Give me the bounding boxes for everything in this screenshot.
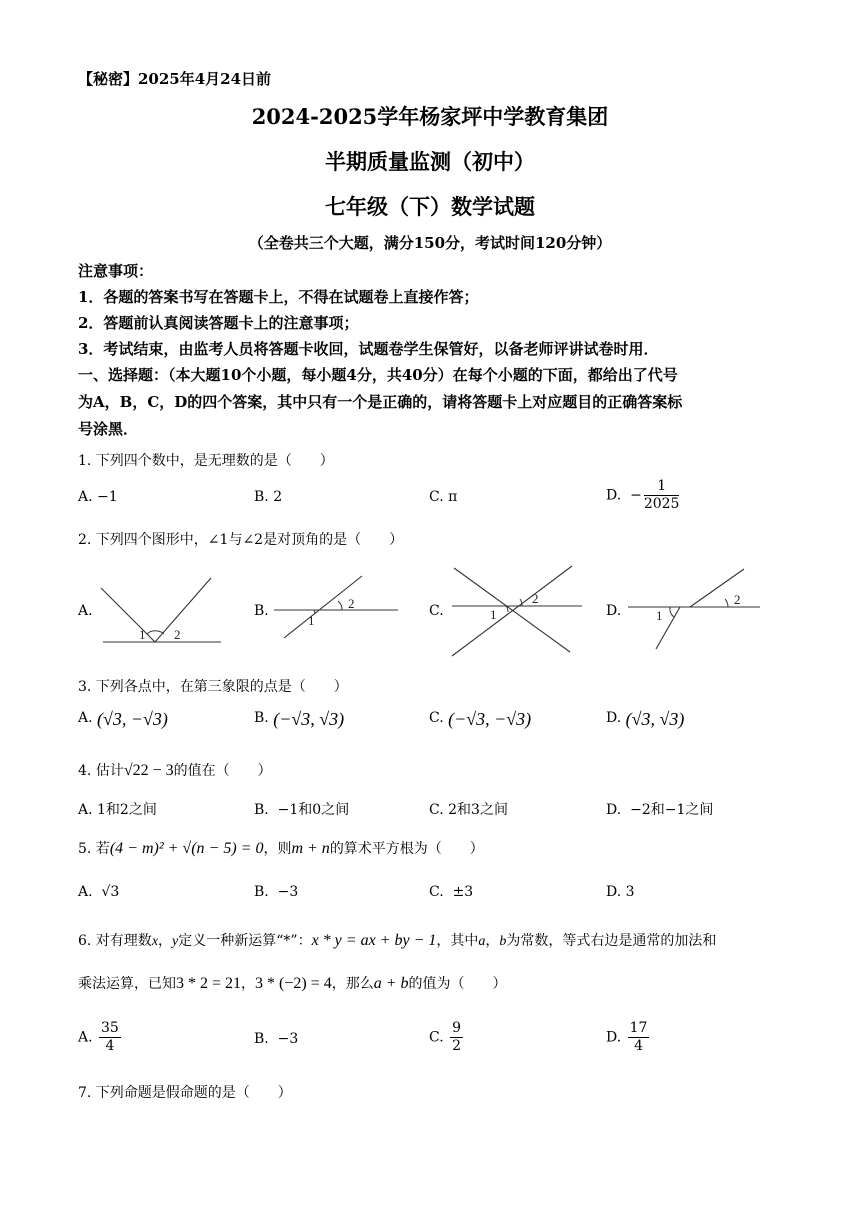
svg-text:2: 2 <box>734 592 741 607</box>
math-expression: (4 − m)² + √(n − 5) = 0 <box>109 840 264 857</box>
q1-option-b <box>254 489 282 505</box>
q2-label-a: A. <box>78 603 93 619</box>
q5-option-c <box>429 884 473 900</box>
q6-option-a <box>78 1020 123 1055</box>
q5-option-b <box>254 884 298 900</box>
section1-instruction: 一、选择题：（本大题10个小题，每小题4分，共40分）在每个小题的下面，都给出了代号 <box>78 366 678 384</box>
question-1-stem: 1. 下列四个数中，是无理数的是（ ） <box>78 453 334 469</box>
option-value: √3 <box>101 884 120 900</box>
option-letter: B. <box>254 1031 269 1047</box>
option-letter: B. <box>254 802 269 818</box>
fraction: $\frac{1}{2025}$ <box>643 478 680 512</box>
q3-option-c <box>429 709 531 730</box>
q3-option-a <box>78 709 168 730</box>
q1-option-a <box>78 489 118 505</box>
math-expression: 3 * (−2) = 4 <box>255 975 332 992</box>
question-5-stem: 5. 若(4 − m)² + √(n − 5) = 0，则m + n的算术平方根为（ ） <box>78 840 484 857</box>
option-letter: A. <box>78 802 93 818</box>
notice-item: 1．各题的答案书写在答题卡上，不得在试题卷上直接作答； <box>78 288 479 306</box>
option-value: −1和0之间 <box>277 802 350 818</box>
q4-option-d <box>606 799 713 819</box>
option-value: π <box>448 489 458 505</box>
math-expression: m + n <box>291 840 330 857</box>
svg-text:1: 1 <box>139 627 146 642</box>
q2-label-d: D. <box>606 603 622 619</box>
option-letter: D. <box>606 1029 622 1046</box>
q2-label-c: C. <box>429 603 444 619</box>
exam-title-subject: 七年级（下）数学试题 <box>325 194 535 219</box>
notice-item: 3．考试结束，由监考人员将答题卡收回，试题卷学生保管好，以备老师评讲试卷时用． <box>78 340 659 358</box>
q3-option-b <box>254 709 344 730</box>
q5-option-d <box>606 884 635 900</box>
option-value: 2 <box>273 489 283 505</box>
option-letter: C. <box>429 489 444 505</box>
option-letter: B. <box>254 710 269 726</box>
option-value: 2和3之间 <box>448 802 508 818</box>
math-expression: x * y = ax + by − 1 <box>311 932 437 949</box>
math-expression: 3 * 2 = 21 <box>176 975 242 992</box>
svg-text:1: 1 <box>490 607 497 622</box>
svg-text:1: 1 <box>656 608 663 623</box>
option-letter: A. <box>78 489 93 505</box>
option-letter: D. <box>606 802 622 818</box>
question-6-stem-line1: 6. 对有理数x，y定义一种新运算“*”：x * y = ax + by − 1，其中a，b为常数，等式右边是通常的加法和 <box>78 932 717 949</box>
q6-option-d <box>606 1020 651 1055</box>
q2-figure-a <box>95 572 225 648</box>
option-letter: B. <box>254 884 269 900</box>
option-letter: A. <box>78 710 93 726</box>
q4-option-a <box>78 799 157 819</box>
svg-text:2: 2 <box>532 591 539 606</box>
option-letter: D. <box>606 884 622 900</box>
option-letter: A. <box>78 1029 93 1046</box>
q1-option-c <box>429 489 457 505</box>
option-value: −3 <box>277 1031 299 1047</box>
notice-heading: 注意事项： <box>78 262 154 280</box>
option-letter: C. <box>429 1029 444 1046</box>
question-4-stem: 4. 估计√22 − 3的值在（ ） <box>78 762 272 779</box>
q2-label-b: B. <box>254 603 269 619</box>
fraction: $\frac{9}{2}$ <box>452 1020 462 1054</box>
q2-figure-b <box>272 572 402 648</box>
q3-option-d <box>606 709 684 730</box>
q4-option-b <box>254 799 349 819</box>
option-value: −1 <box>97 489 118 505</box>
fraction: $\frac{17}{4}$ <box>629 1020 648 1054</box>
q2-figure-c <box>448 562 588 660</box>
option-value: (−√3, −√3) <box>448 709 532 729</box>
svg-text:1: 1 <box>308 613 315 628</box>
option-letter: C. <box>429 884 444 900</box>
q5-option-a <box>78 884 119 900</box>
option-letter: C. <box>429 710 444 726</box>
confidential-note: 【秘密】2025年4月24日前 <box>78 70 272 88</box>
question-2-stem: 2. 下列四个图形中，∠1与∠2是对顶角的是（ ） <box>78 532 404 548</box>
option-value: 1和2之间 <box>97 802 157 818</box>
exam-title-type: 半期质量监测（初中） <box>325 149 535 174</box>
option-letter: C. <box>429 802 444 818</box>
section1-instruction: 号涂黑． <box>78 420 139 438</box>
question-7-stem: 7. 下列命题是假命题的是（ ） <box>78 1085 292 1101</box>
math-expression: a + b <box>373 975 409 992</box>
option-letter: D. <box>606 487 622 504</box>
section1-instruction: 为A，B，C，D的四个答案，其中只有一个是正确的，请将答题卡上对应题目的正确答案标 <box>78 393 683 411</box>
option-letter: A. <box>78 884 93 900</box>
option-letter: D. <box>606 710 622 726</box>
option-value: −2和−1之间 <box>630 802 714 818</box>
q2-figure-d <box>626 565 766 655</box>
q6-option-c <box>429 1020 465 1055</box>
exam-subtitle: （全卷共三个大题，满分150分，考试时间120分钟） <box>248 234 612 252</box>
notice-item: 2．答题前认真阅读答题卡上的注意事项； <box>78 314 359 332</box>
option-value: (√3, −√3) <box>97 709 168 729</box>
exam-title-school: 2024-2025学年杨家坪中学教育集团 <box>251 104 609 129</box>
option-value: (−√3, √3) <box>273 709 345 729</box>
q6-option-b <box>254 1031 298 1047</box>
svg-text:2: 2 <box>348 596 355 611</box>
option-value: (√3, √3) <box>625 709 685 729</box>
fraction: $\frac{35}{4}$ <box>101 1020 119 1054</box>
math-expression: √22 − 3 <box>123 762 174 779</box>
option-letter: B. <box>254 489 269 505</box>
svg-text:2: 2 <box>174 627 181 642</box>
option-value: ±3 <box>452 884 474 900</box>
option-value: 3 <box>625 884 635 900</box>
question-3-stem: 3. 下列各点中，在第三象限的点是（ ） <box>78 679 348 695</box>
q4-option-c <box>429 799 508 819</box>
question-6-stem-line2: 乘法运算，已知3 * 2 = 21，3 * (−2) = 4，那么a + b的值为（ ） <box>78 975 507 992</box>
option-value: −3 <box>277 884 299 900</box>
q1-option-d: D. − $\frac{1}{2025}$ <box>606 478 680 512</box>
